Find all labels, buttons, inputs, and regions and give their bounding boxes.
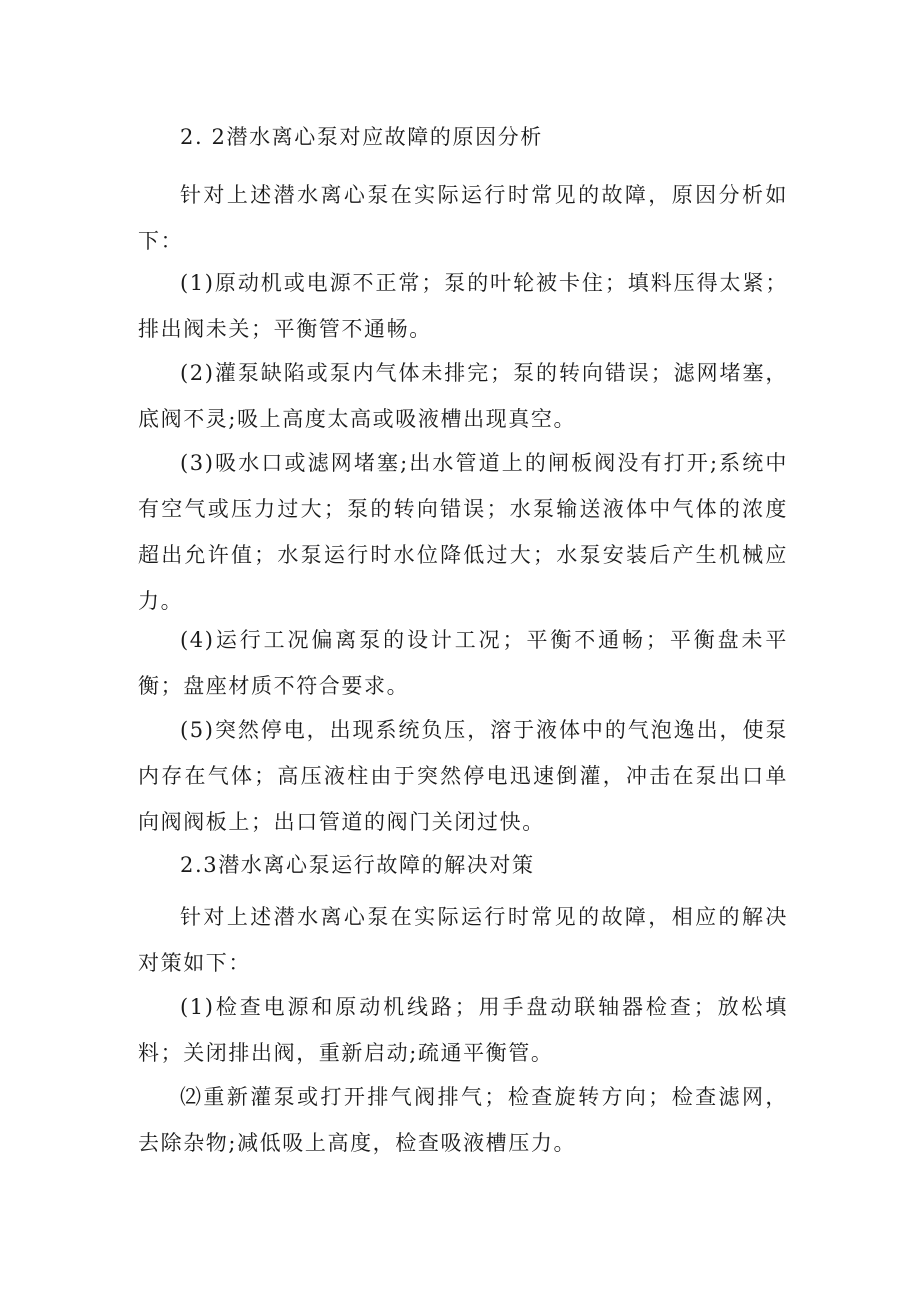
solution-item-1: (1)检查电源和原动机线路；用手盘动联轴器检查；放松填料；关闭排出阀，重新启动;疏通平衡管。: [138, 995, 788, 1065]
intro-solutions-paragraph: 针对上述潜水离心泵在实际运行时常见的故障，相应的解决对策如下：: [138, 905, 788, 975]
cause-item-5: (5)突然停电，出现系统负压，溶于液体中的气泡逸出，使泵内存在气体；高压液柱由于突然停电迅速倒灌，冲击在泵出口单向阀阀板上；出口管道的阀门关闭过快。: [138, 718, 788, 834]
cause-item-4: (4)运行工况偏离泵的设计工况；平衡不通畅；平衡盘未平衡；盘座材质不符合要求。: [138, 628, 788, 698]
cause-item-2: (2)灌泵缺陷或泵内气体未排完；泵的转向错误；滤网堵塞，底阀不灵;吸上高度太高或吸液槽出现真空。: [138, 361, 788, 431]
section-heading-2-2: 2. 2潜水离心泵对应故障的原因分析: [180, 125, 543, 149]
cause-item-3: (3)吸水口或滤网堵塞;出水管道上的闸板阀没有打开;系统中有空气或压力过大；泵的转向错误；水泵输送液体中气体的浓度超出允许值；水泵运行时水位降低过大；水泵安装后产生机械应力。: [138, 451, 788, 613]
cause-item-1: (1)原动机或电源不正常；泵的叶轮被卡住；填料压得太紧；排出阀未关；平衡管不通畅。: [138, 271, 788, 341]
intro-causes-paragraph: 针对上述潜水离心泵在实际运行时常见的故障，原因分析如下：: [138, 183, 788, 253]
section-heading-2-3: 2.3潜水离心泵运行故障的解决对策: [180, 853, 535, 877]
solution-item-2: ⑵重新灌泵或打开排气阀排气；检查旋转方向；检查滤网，去除杂物;减低吸上高度，检查吸液槽压力。: [138, 1085, 788, 1155]
